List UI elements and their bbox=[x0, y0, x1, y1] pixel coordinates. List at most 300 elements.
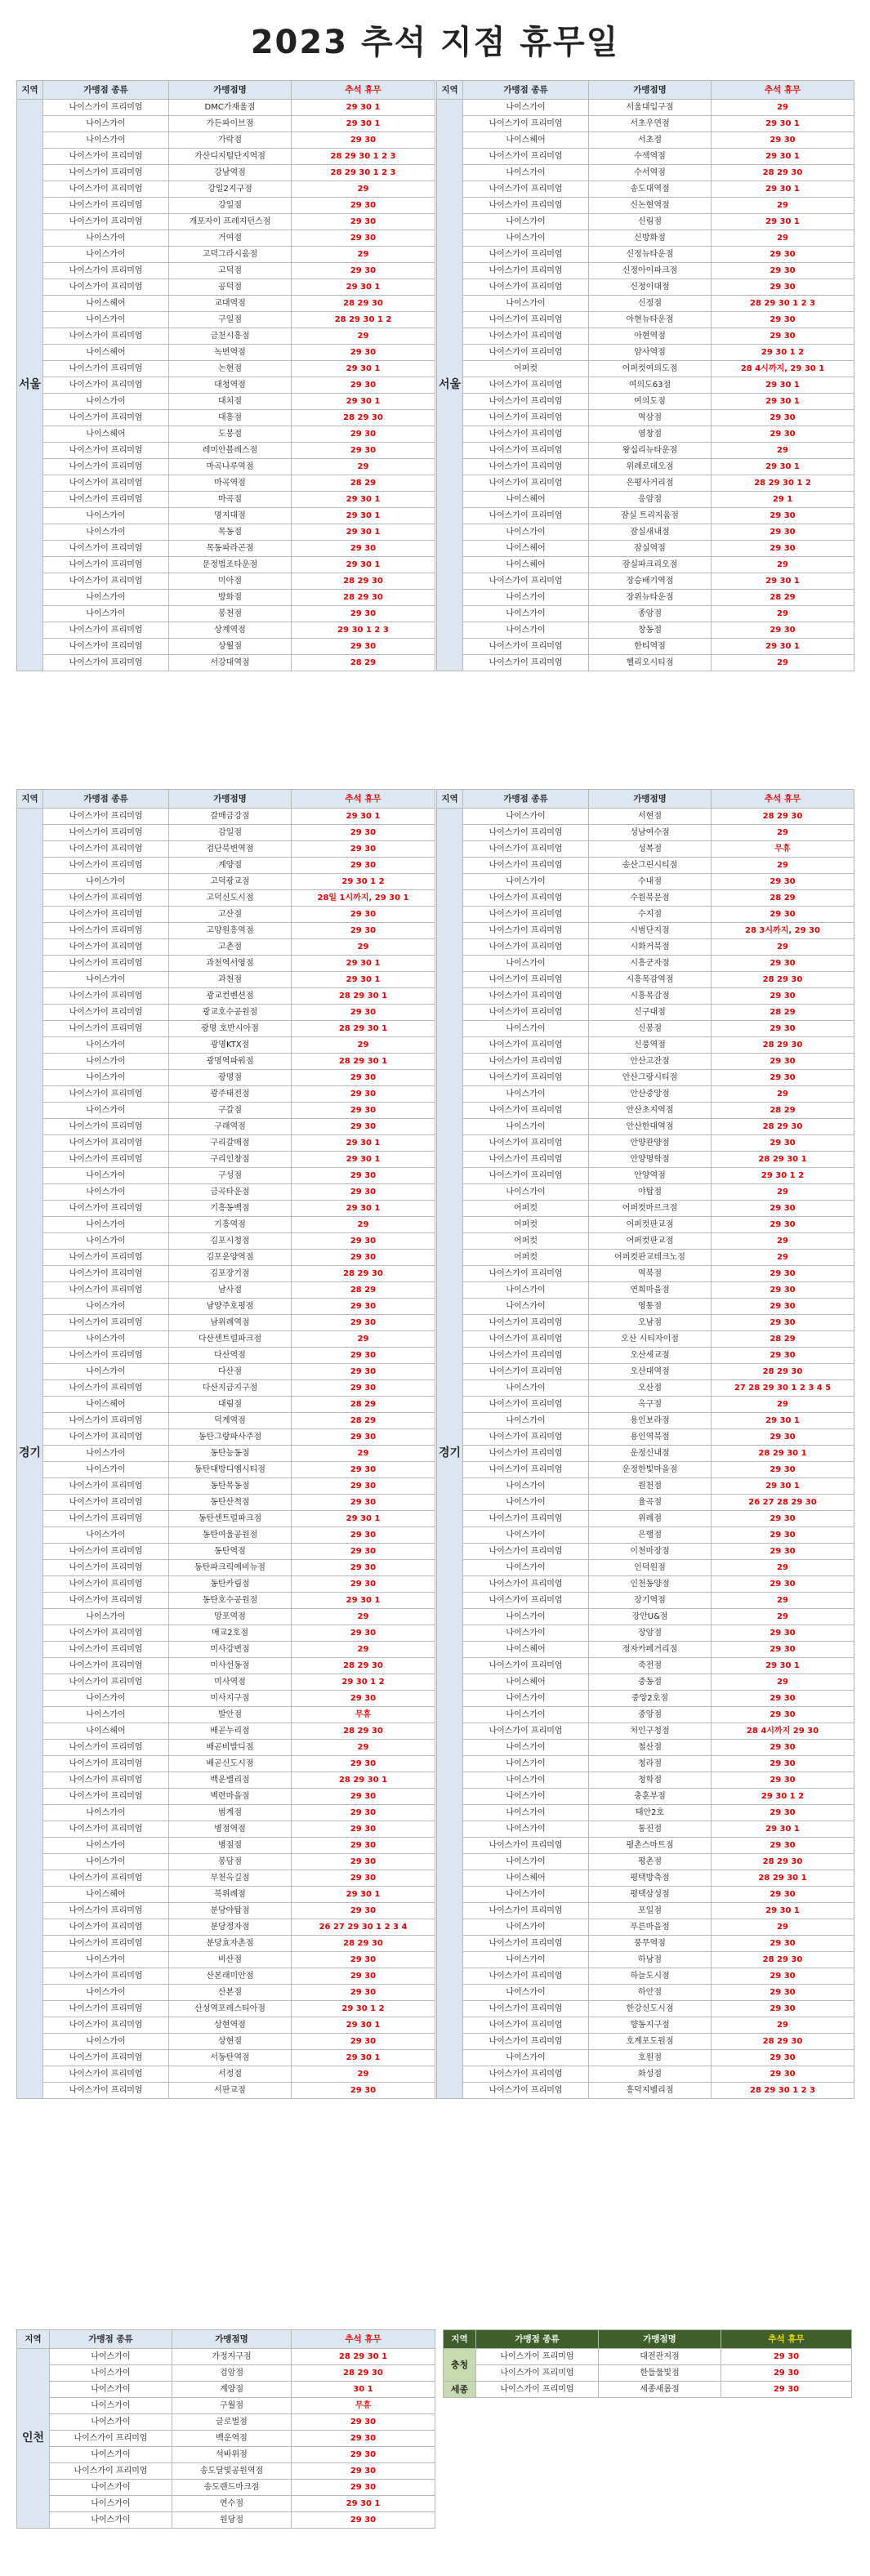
store-name-cell: 마곡점 bbox=[169, 492, 292, 508]
holiday-cell: 29 30 bbox=[292, 1315, 435, 1331]
holiday-cell: 26 27 28 29 30 bbox=[712, 1495, 854, 1511]
table-row bbox=[437, 1674, 854, 1691]
holiday-cell: 29 30 1 bbox=[292, 972, 435, 988]
table-row bbox=[437, 923, 854, 939]
holiday-cell: 29 30 bbox=[292, 230, 435, 247]
store-type-cell: 나이스가이 프리미엄 bbox=[463, 2017, 589, 2034]
holiday-cell: 29 30 bbox=[712, 1429, 854, 1446]
table-row bbox=[17, 1723, 435, 1740]
holiday-cell: 29 bbox=[292, 1217, 435, 1233]
store-type-cell: 나이스가이 프리미엄 bbox=[43, 2017, 169, 2034]
store-type-cell: 나이스가이 프리미엄 bbox=[43, 1005, 169, 1021]
store-type-cell: 나이스가이 bbox=[463, 1625, 589, 1642]
store-name-cell: 구성점 bbox=[169, 1168, 292, 1184]
holiday-cell: 29 bbox=[292, 247, 435, 263]
table-row bbox=[437, 508, 854, 524]
table-row bbox=[437, 1005, 854, 1021]
store-type-cell: 나이스가이 bbox=[43, 1462, 169, 1478]
holiday-cell: 29 30 bbox=[292, 1348, 435, 1364]
holiday-cell: 29 30 bbox=[292, 825, 435, 841]
store-type-cell: 나이스가이 bbox=[463, 296, 589, 312]
table-row bbox=[437, 541, 854, 557]
table-row bbox=[17, 1462, 435, 1478]
store-type-cell: 나이스가이 프리미엄 bbox=[43, 459, 169, 475]
holiday-cell: 29 bbox=[712, 1919, 854, 1936]
holiday-cell: 29 30 1 2 bbox=[712, 345, 854, 361]
holiday-cell: 29 30 bbox=[712, 132, 854, 149]
header-type: 가맹점 종류 bbox=[43, 790, 169, 809]
store-name-cell: 신풍역점 bbox=[589, 1037, 712, 1054]
table-row bbox=[437, 858, 854, 874]
store-name-cell: 신구대점 bbox=[589, 1005, 712, 1021]
table-row bbox=[17, 1658, 435, 1674]
table-row bbox=[437, 1789, 854, 1805]
holiday-cell: 29 bbox=[292, 1609, 435, 1625]
holiday-cell: 29 30 bbox=[292, 639, 435, 655]
holiday-cell: 28 29 30 bbox=[292, 410, 435, 426]
store-type-cell: 나이스가이 bbox=[50, 2447, 172, 2463]
table-row bbox=[437, 116, 854, 132]
table-row bbox=[437, 1021, 854, 1037]
table-row bbox=[17, 2001, 435, 2017]
store-name-cell: 광교호수공원점 bbox=[169, 1005, 292, 1021]
holiday-cell: 29 30 bbox=[292, 1086, 435, 1103]
store-name-cell: 향동지구점 bbox=[589, 2017, 712, 2034]
store-name-cell: 명지대점 bbox=[169, 508, 292, 524]
store-type-cell: 나이스가이 bbox=[43, 1985, 169, 2001]
holiday-cell: 29 30 1 2 3 bbox=[292, 622, 435, 639]
store-type-cell: 나이스가이 프리미엄 bbox=[463, 328, 589, 345]
holiday-cell: 28 29 30 bbox=[712, 972, 854, 988]
table-row bbox=[437, 1609, 854, 1625]
store-name-cell: 오산세교점 bbox=[589, 1348, 712, 1364]
store-name-cell: 율곡점 bbox=[589, 1495, 712, 1511]
table-row bbox=[17, 1854, 435, 1870]
table-row bbox=[437, 956, 854, 972]
table-row bbox=[17, 1691, 435, 1707]
store-type-cell: 나이스가이 프리미엄 bbox=[43, 149, 169, 165]
store-name-cell: 동탄센트럴파크점 bbox=[169, 1511, 292, 1527]
store-name-cell: 가든파이브점 bbox=[169, 116, 292, 132]
table-row bbox=[437, 1446, 854, 1462]
holiday-cell: 29 30 bbox=[292, 1429, 435, 1446]
store-name-cell: 연희마을점 bbox=[589, 1282, 712, 1299]
store-type-cell: 나이스가이 bbox=[50, 2512, 172, 2529]
table-row bbox=[437, 263, 854, 279]
store-name-cell: 서동탄역점 bbox=[169, 2050, 292, 2066]
table-row bbox=[17, 1380, 435, 1397]
store-type-cell: 나이스가이 프리미엄 bbox=[43, 541, 169, 557]
holiday-cell: 무휴 bbox=[292, 2398, 435, 2414]
table-row bbox=[437, 2001, 854, 2017]
store-name-cell: 서현점 bbox=[589, 809, 712, 825]
holiday-cell: 29 30 bbox=[712, 907, 854, 923]
store-type-cell: 나이스가이 프리미엄 bbox=[463, 939, 589, 956]
store-name-cell: 기흥역점 bbox=[169, 1217, 292, 1233]
store-type-cell: 나이스가이 bbox=[463, 809, 589, 825]
header-store: 가맹점명 bbox=[589, 81, 712, 100]
holiday-cell: 28 29 30 bbox=[712, 165, 854, 181]
store-type-cell: 나이스가이 bbox=[43, 874, 169, 890]
holiday-cell: 29 30 bbox=[292, 1184, 435, 1201]
holiday-cell: 29 30 bbox=[712, 1985, 854, 2001]
store-name-cell: 신림점 bbox=[589, 214, 712, 230]
holiday-cell: 29 30 bbox=[712, 328, 854, 345]
table-row bbox=[17, 410, 435, 426]
store-name-cell: 용인보라점 bbox=[589, 1413, 712, 1429]
store-type-cell: 나이스가이 프리미엄 bbox=[43, 622, 169, 639]
table-row bbox=[437, 279, 854, 296]
store-name-cell: 마곡나루역점 bbox=[169, 459, 292, 475]
store-name-cell: 가정지구점 bbox=[172, 2349, 292, 2365]
store-name-cell: 미사역점 bbox=[169, 1674, 292, 1691]
holiday-cell: 29 30 bbox=[292, 606, 435, 622]
holiday-cell: 29 30 1 bbox=[712, 214, 854, 230]
store-type-cell: 나이스가이 bbox=[43, 972, 169, 988]
store-name-cell: 안양역점 bbox=[589, 1168, 712, 1184]
table-row bbox=[437, 1723, 854, 1740]
table-row bbox=[17, 1119, 435, 1135]
store-name-cell: 동탄역점 bbox=[169, 1544, 292, 1560]
store-type-cell: 나이스가이 프리미엄 bbox=[43, 492, 169, 508]
table-row bbox=[17, 923, 435, 939]
store-name-cell: 마곡역점 bbox=[169, 475, 292, 492]
holiday-cell: 29 30 1 bbox=[292, 394, 435, 410]
table-row bbox=[17, 1495, 435, 1511]
store-type-cell: 나이스가이 bbox=[463, 524, 589, 541]
holiday-cell: 29 30 1 bbox=[712, 639, 854, 655]
store-type-cell: 나이스헤어 bbox=[43, 296, 169, 312]
store-type-cell: 나이스가이 프리미엄 bbox=[463, 1364, 589, 1380]
store-type-cell: 나이스가이 프리미엄 bbox=[463, 149, 589, 165]
store-type-cell: 나이스가이 프리미엄 bbox=[463, 1037, 589, 1054]
store-name-cell: 헬리오시티점 bbox=[589, 655, 712, 671]
others-table bbox=[443, 2329, 852, 2398]
holiday-cell: 29 30 1 bbox=[292, 809, 435, 825]
holiday-cell: 29 30 1 bbox=[292, 1887, 435, 1903]
holiday-cell: 29 30 1 bbox=[292, 1593, 435, 1609]
holiday-cell: 29 30 bbox=[712, 1266, 854, 1282]
store-name-cell: 고덕신도시점 bbox=[169, 890, 292, 907]
table-row bbox=[17, 1315, 435, 1331]
store-type-cell: 나이스가이 bbox=[43, 1805, 169, 1821]
table-row bbox=[437, 890, 854, 907]
store-type-cell: 나이스가이 bbox=[463, 2050, 589, 2066]
table-row bbox=[437, 639, 854, 655]
store-type-cell: 어퍼컷 bbox=[463, 361, 589, 377]
store-type-cell: 나이스가이 프리미엄 bbox=[463, 247, 589, 263]
store-type-cell: 나이스가이 프리미엄 bbox=[43, 841, 169, 858]
table-row bbox=[17, 1772, 435, 1789]
store-name-cell: 호계포도원점 bbox=[589, 2034, 712, 2050]
store-type-cell: 나이스가이 프리미엄 bbox=[463, 1462, 589, 1478]
store-type-cell: 어퍼컷 bbox=[463, 1233, 589, 1250]
table-row bbox=[17, 988, 435, 1005]
table-row bbox=[437, 1838, 854, 1854]
table-row bbox=[437, 1413, 854, 1429]
store-type-cell: 나이스가이 프리미엄 bbox=[463, 2001, 589, 2017]
table-row bbox=[17, 1250, 435, 1266]
holiday-cell: 29 30 bbox=[292, 2034, 435, 2050]
holiday-cell: 29 30 bbox=[292, 377, 435, 394]
store-name-cell: 화성점 bbox=[589, 2066, 712, 2083]
table-row bbox=[437, 361, 854, 377]
table-row bbox=[17, 1397, 435, 1413]
store-type-cell: 나이스가이 bbox=[463, 1789, 589, 1805]
holiday-cell: 29 bbox=[712, 1593, 854, 1609]
store-name-cell: 위례로데오점 bbox=[589, 459, 712, 475]
table-row bbox=[437, 459, 854, 475]
store-type-cell: 나이스가이 프리미엄 bbox=[43, 1201, 169, 1217]
table-row bbox=[437, 809, 854, 825]
store-type-cell: 나이스가이 프리미엄 bbox=[43, 263, 169, 279]
store-type-cell: 나이스가이 bbox=[463, 1086, 589, 1103]
table-row bbox=[17, 132, 435, 149]
holiday-cell: 28 29 30 bbox=[292, 1266, 435, 1282]
store-type-cell: 나이스가이 프리미엄 bbox=[463, 1903, 589, 1919]
holiday-cell: 29 30 bbox=[292, 1576, 435, 1593]
store-type-cell: 나이스가이 bbox=[463, 1821, 589, 1838]
holiday-cell: 28 29 30 1 bbox=[292, 1054, 435, 1070]
holiday-cell: 29 30 1 2 bbox=[292, 1674, 435, 1691]
store-type-cell: 나이스가이 bbox=[43, 247, 169, 263]
table-row bbox=[437, 475, 854, 492]
store-type-cell: 나이스가이 프리미엄 bbox=[463, 1135, 589, 1152]
store-type-cell: 나이스가이 프리미엄 bbox=[463, 825, 589, 841]
table-row bbox=[437, 1919, 854, 1936]
table-row bbox=[17, 116, 435, 132]
table-row bbox=[437, 1805, 854, 1821]
table-row bbox=[17, 939, 435, 956]
table-row bbox=[17, 328, 435, 345]
table-row bbox=[437, 1625, 854, 1642]
table-row bbox=[437, 1642, 854, 1658]
table-row bbox=[437, 1086, 854, 1103]
store-name-cell: 안산그랑시티점 bbox=[589, 1070, 712, 1086]
holiday-cell: 28 4시까지 29 30 bbox=[712, 1723, 854, 1740]
store-name-cell: 포일점 bbox=[589, 1903, 712, 1919]
store-type-cell: 어퍼컷 bbox=[463, 1217, 589, 1233]
holiday-cell: 29 30 1 bbox=[292, 361, 435, 377]
store-type-cell: 나이스가이 bbox=[463, 165, 589, 181]
store-type-cell: 나이스가이 bbox=[463, 1740, 589, 1756]
store-type-cell: 나이스가이 프리미엄 bbox=[43, 475, 169, 492]
store-name-cell: 영통점 bbox=[589, 1299, 712, 1315]
store-type-cell: 나이스가이 bbox=[463, 1805, 589, 1821]
holiday-cell: 29 30 bbox=[292, 2414, 435, 2431]
store-type-cell: 나이스가이 프리미엄 bbox=[476, 2365, 599, 2382]
table-row bbox=[437, 1380, 854, 1397]
store-name-cell: 오남점 bbox=[589, 1315, 712, 1331]
store-name-cell: 다산역점 bbox=[169, 1348, 292, 1364]
holiday-cell: 29 30 bbox=[292, 443, 435, 459]
store-type-cell: 나이스가이 프리미엄 bbox=[43, 1625, 169, 1642]
store-name-cell: 계양점 bbox=[172, 2382, 292, 2398]
table-row bbox=[17, 1870, 435, 1887]
store-name-cell: 시흥목감역점 bbox=[589, 972, 712, 988]
table-row bbox=[437, 1103, 854, 1119]
holiday-cell: 29 30 bbox=[292, 1870, 435, 1887]
holiday-cell: 29 bbox=[712, 1609, 854, 1625]
holiday-cell: 28 4시까지, 29 30 1 bbox=[712, 361, 854, 377]
holiday-cell: 29 bbox=[712, 606, 854, 622]
table-row bbox=[17, 2017, 435, 2034]
store-name-cell: 망포역점 bbox=[169, 1609, 292, 1625]
store-type-cell: 나이스헤어 bbox=[43, 1723, 169, 1740]
store-type-cell: 나이스가이 프리미엄 bbox=[463, 1429, 589, 1446]
store-name-cell: 금천시흥점 bbox=[169, 328, 292, 345]
store-name-cell: 계양점 bbox=[169, 858, 292, 874]
store-name-cell: 시범단지점 bbox=[589, 923, 712, 939]
holiday-cell: 29 bbox=[292, 1037, 435, 1054]
holiday-cell: 29 bbox=[712, 655, 854, 671]
store-type-cell: 나이스가이 프리미엄 bbox=[43, 1152, 169, 1168]
holiday-cell: 29 30 1 bbox=[292, 279, 435, 296]
store-name-cell: 중앙2호점 bbox=[589, 1691, 712, 1707]
store-type-cell: 나이스가이 bbox=[50, 2365, 172, 2382]
store-name-cell: 덕계역점 bbox=[169, 1413, 292, 1429]
table-row bbox=[17, 590, 435, 606]
store-name-cell: 백운역점 bbox=[172, 2431, 292, 2447]
store-type-cell: 나이스가이 bbox=[50, 2480, 172, 2496]
table-row bbox=[17, 443, 435, 459]
store-name-cell: 평촌스마트점 bbox=[589, 1838, 712, 1854]
store-type-cell: 나이스가이 bbox=[43, 1691, 169, 1707]
holiday-cell: 29 30 bbox=[292, 1838, 435, 1854]
store-name-cell: 광명 호반시아점 bbox=[169, 1021, 292, 1037]
table-row bbox=[17, 492, 435, 508]
seoul-left-table bbox=[16, 80, 435, 671]
store-type-cell: 나이스가이 bbox=[463, 1527, 589, 1544]
table-row bbox=[437, 1348, 854, 1364]
store-name-cell: 가산디지털단지역점 bbox=[169, 149, 292, 165]
store-name-cell: 방화점 bbox=[169, 590, 292, 606]
table-row bbox=[437, 1266, 854, 1282]
store-type-cell: 나이스가이 프리미엄 bbox=[463, 858, 589, 874]
store-type-cell: 나이스가이 프리미엄 bbox=[43, 2083, 169, 2099]
table-row bbox=[437, 1168, 854, 1184]
header-holiday: 추석 휴무 bbox=[721, 2330, 852, 2349]
table-row bbox=[17, 1446, 435, 1462]
store-type-cell: 나이스가이 프리미엄 bbox=[43, 655, 169, 671]
store-type-cell: 나이스가이 bbox=[463, 1413, 589, 1429]
store-type-cell: 나이스가이 bbox=[463, 874, 589, 890]
table-row bbox=[437, 377, 854, 394]
header-region: 지역 bbox=[437, 81, 463, 100]
store-type-cell: 나이스가이 프리미엄 bbox=[463, 1446, 589, 1462]
store-type-cell: 나이스가이 프리미엄 bbox=[463, 312, 589, 328]
store-type-cell: 나이스헤어 bbox=[43, 1887, 169, 1903]
store-type-cell: 나이스가이 bbox=[43, 1707, 169, 1723]
store-type-cell: 나이스가이 bbox=[43, 1952, 169, 1968]
store-type-cell: 나이스가이 프리미엄 bbox=[463, 1348, 589, 1364]
store-name-cell: 배곧누리점 bbox=[169, 1723, 292, 1740]
holiday-cell: 29 30 1 bbox=[712, 116, 854, 132]
store-type-cell: 나이스가이 bbox=[50, 2398, 172, 2414]
store-name-cell: 하늘도시점 bbox=[589, 1968, 712, 1985]
table-row bbox=[17, 2050, 435, 2066]
table-row bbox=[17, 377, 435, 394]
store-name-cell: 상현역점 bbox=[169, 2017, 292, 2034]
store-name-cell: 인덕원점 bbox=[589, 1560, 712, 1576]
store-name-cell: 구리인창점 bbox=[169, 1152, 292, 1168]
table-row bbox=[17, 312, 435, 328]
store-type-cell: 나이스가이 bbox=[43, 116, 169, 132]
store-type-cell: 나이스가이 bbox=[463, 1952, 589, 1968]
store-name-cell: 송도대역점 bbox=[589, 181, 712, 198]
table-row bbox=[437, 1315, 854, 1331]
holiday-cell: 28 29 30 bbox=[712, 1037, 854, 1054]
store-name-cell: 태안2호 bbox=[589, 1805, 712, 1821]
table-row bbox=[437, 214, 854, 230]
holiday-cell: 28 29 30 bbox=[292, 590, 435, 606]
store-name-cell: 호원점 bbox=[589, 2050, 712, 2066]
table-row bbox=[17, 1985, 435, 2001]
table-row bbox=[17, 1364, 435, 1380]
store-type-cell: 나이스가이 bbox=[43, 1037, 169, 1054]
store-type-cell: 나이스가이 프리미엄 bbox=[43, 1789, 169, 1805]
holiday-cell: 29 bbox=[712, 858, 854, 874]
table-row bbox=[17, 426, 435, 443]
store-type-cell: 나이스가이 프리미엄 bbox=[43, 181, 169, 198]
store-name-cell: 광명역파워점 bbox=[169, 1054, 292, 1070]
store-type-cell: 나이스가이 프리미엄 bbox=[463, 1070, 589, 1086]
holiday-cell: 29 30 bbox=[292, 2447, 435, 2463]
table-row bbox=[17, 2349, 435, 2365]
store-type-cell: 나이스가이 프리미엄 bbox=[463, 2034, 589, 2050]
holiday-cell: 29 30 bbox=[712, 1740, 854, 1756]
holiday-cell: 29 30 1 bbox=[292, 524, 435, 541]
holiday-cell: 29 30 bbox=[292, 907, 435, 923]
holiday-cell: 29 30 bbox=[712, 1054, 854, 1070]
table-row bbox=[437, 1037, 854, 1054]
header-holiday: 추석 휴무 bbox=[292, 2330, 435, 2349]
store-type-cell: 나이스가이 프리미엄 bbox=[463, 116, 589, 132]
holiday-cell: 29 30 bbox=[721, 2365, 852, 2382]
holiday-cell: 28 29 bbox=[712, 590, 854, 606]
holiday-cell: 29 bbox=[712, 1086, 854, 1103]
store-type-cell: 나이스가이 bbox=[43, 1838, 169, 1854]
store-name-cell: 다산점 bbox=[169, 1364, 292, 1380]
table-row bbox=[437, 165, 854, 181]
table-row bbox=[17, 2480, 435, 2496]
holiday-cell: 29 bbox=[712, 230, 854, 247]
store-type-cell: 나이스가이 bbox=[50, 2496, 172, 2512]
holiday-cell: 29 30 bbox=[712, 956, 854, 972]
holiday-cell: 29 30 bbox=[712, 622, 854, 639]
holiday-cell: 29 30 bbox=[712, 312, 854, 328]
store-name-cell: 장위뉴타운점 bbox=[589, 590, 712, 606]
store-type-cell: 나이스가이 프리미엄 bbox=[43, 1740, 169, 1756]
store-type-cell: 나이스가이 프리미엄 bbox=[43, 988, 169, 1005]
store-name-cell: 백운밸리점 bbox=[169, 1772, 292, 1789]
table-row bbox=[437, 247, 854, 263]
store-type-cell: 나이스가이 프리미엄 bbox=[463, 475, 589, 492]
table-row bbox=[437, 1184, 854, 1201]
table-row bbox=[437, 149, 854, 165]
holiday-cell: 29 30 bbox=[292, 214, 435, 230]
store-name-cell: 병점역점 bbox=[169, 1821, 292, 1838]
store-name-cell: 위례점 bbox=[589, 1511, 712, 1527]
table-row bbox=[437, 1527, 854, 1544]
table-row bbox=[17, 2496, 435, 2512]
holiday-cell: 28 29 bbox=[292, 1282, 435, 1299]
holiday-cell: 29 30 1 2 bbox=[712, 1789, 854, 1805]
store-type-cell: 나이스가이 프리미엄 bbox=[43, 825, 169, 841]
holiday-cell: 29 30 bbox=[292, 1821, 435, 1838]
table-row bbox=[17, 1217, 435, 1233]
store-name-cell: 강일2지구점 bbox=[169, 181, 292, 198]
